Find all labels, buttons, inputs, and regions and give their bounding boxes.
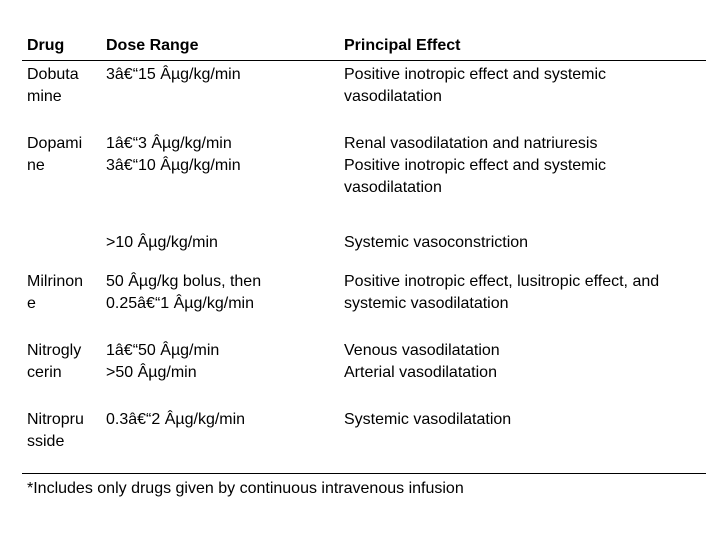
row-5-effect: Venous vasodilatation Arterial vasodilatation [344,342,500,381]
header-principal-effect: Principal Effect [344,37,461,54]
row-3-effect: Systemic vasoconstriction [344,234,529,251]
row-5-dose: 1â€“50 Âµg/min >50 Âµg/min [106,342,220,381]
row-2-effect: Renal vasodilatation and natriuresis Positive inotropic effect and systemic vasodilatation [344,135,607,196]
row-2-dose: 1â€“3 Âµg/kg/min 3â€“10 Âµg/kg/min [106,135,241,174]
row-4-effect: Positive inotropic effect, lusitropic effect, and systemic vasodilatation [344,273,660,312]
row-3-dose: >10 Âµg/kg/min [106,234,218,251]
row-2-drug: Dopami ne [27,135,83,174]
table-footnote: *Includes only drugs given by continuous intravenous infusion [27,480,464,497]
row-6-effect: Systemic vasodilatation [344,411,512,428]
row-4-drug: Milrinon e [27,273,84,312]
row-5-drug: Nitrogly cerin [27,342,82,381]
row-1-drug: Dobuta mine [27,66,79,105]
row-1-effect: Positive inotropic effect and systemic vasodilatation [344,66,607,105]
header-dose-range: Dose Range [106,37,199,54]
header-drug: Drug [27,37,65,54]
row-6-drug: Nitropru sside [27,411,84,450]
row-4-dose: 50 Âµg/kg bolus, then 0.25â€“1 Âµg/kg/min [106,273,262,312]
row-1-dose: 3â€“15 Âµg/kg/min [106,66,241,83]
row-6-dose: 0.3â€“2 Âµg/kg/min [106,411,246,428]
header-rule [22,60,706,61]
footer-rule [22,473,706,474]
